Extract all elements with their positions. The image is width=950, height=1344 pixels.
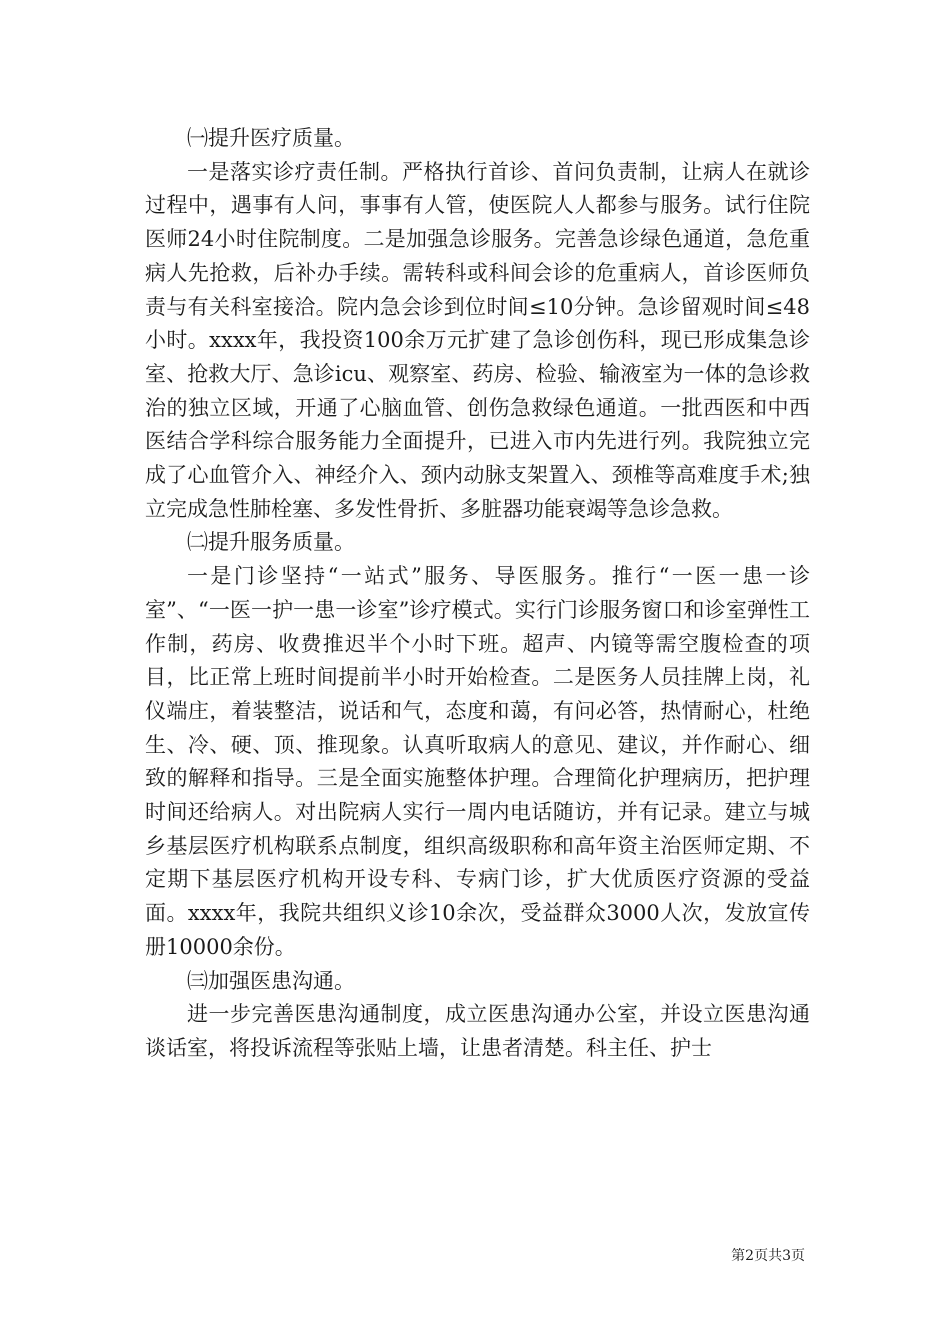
section-heading-1: ㈠提升医疗质量。 (187, 126, 355, 150)
paragraph-communication: 进一步完善医患沟通制度，成立医患沟通办公室，并设立医患沟通谈话室，将投诉流程等张贴上墙，让患者清楚。科主任、护士 (145, 1002, 810, 1060)
section-heading-3: ㈢加强医患沟通。 (187, 968, 355, 993)
document-body (145, 122, 810, 1066)
paragraph-medical-quality: 一是落实诊疗责任制。严格执行首诊、首问负责制，让病人在就诊过程中，遇事有人问，事事有人管，使医院人人都参与服务。试行住院医师24小时住院制度。二是加强急诊服务。完善急诊绿色通道，急危重病人先抢救，后补办手续。需转科或科间会诊的危重病人，首诊医师负责与有关科室接洽。院内急会诊到位时间≤10分钟。急诊留观时间≤48小时。xxxx年，我投资100余万元扩建了急诊创伤科，现已形成集急诊室、抢救大厅、急诊icu、观察室、药房、检验、输液室为一体的急诊救治的独立区域，开通了心脑血管、创伤急救绿色通道。一批西医和中西医结合学科综合服务能力全面提升，已进入市内先进行列。我院独立完成了心血管介入、神经介入、颈内动脉支架置入、颈椎等高难度手术;独立完成急性肺栓塞、多发性骨折、多脏器功能衰竭等急诊急救。 (145, 159, 810, 521)
paragraph-service-quality: 一是门诊坚持“一站式”服务、导医服务。推行“一医一患一诊室”、“一医一护一患一诊室”诊疗模式。实行门诊服务窗口和诊室弹性工作制，药房、收费推迟半个小时下班。超声、内镜等需空腹检查的项目，比正常上班时间提前半小时开始检查。二是医务人员挂牌上岗，礼仪端庄，着装整洁，说话和气，态度和蔼，有问必答，热情耐心，杜绝生、冷、硬、顶、推现象。认真听取病人的意见、建议，并作耐心、细致的解释和指导。三是全面实施整体护理。合理简化护理病历，把护理时间还给病人。对出院病人实行一周内电话随访，并有记录。建立与城乡基层医疗机构联系点制度，组织高级职称和高年资主治医师定期、不定期下基层医疗机构开设专科、专病门诊，扩大优质医疗资源的受益面。xxxx年，我院共组织义诊10余次，受益群众3000人次，发放宣传册10000余份。 (145, 564, 810, 959)
page-number-footer: 第2页共3页 (731, 1248, 805, 1264)
section-heading-2: ㈡提升服务质量。 (187, 530, 355, 555)
